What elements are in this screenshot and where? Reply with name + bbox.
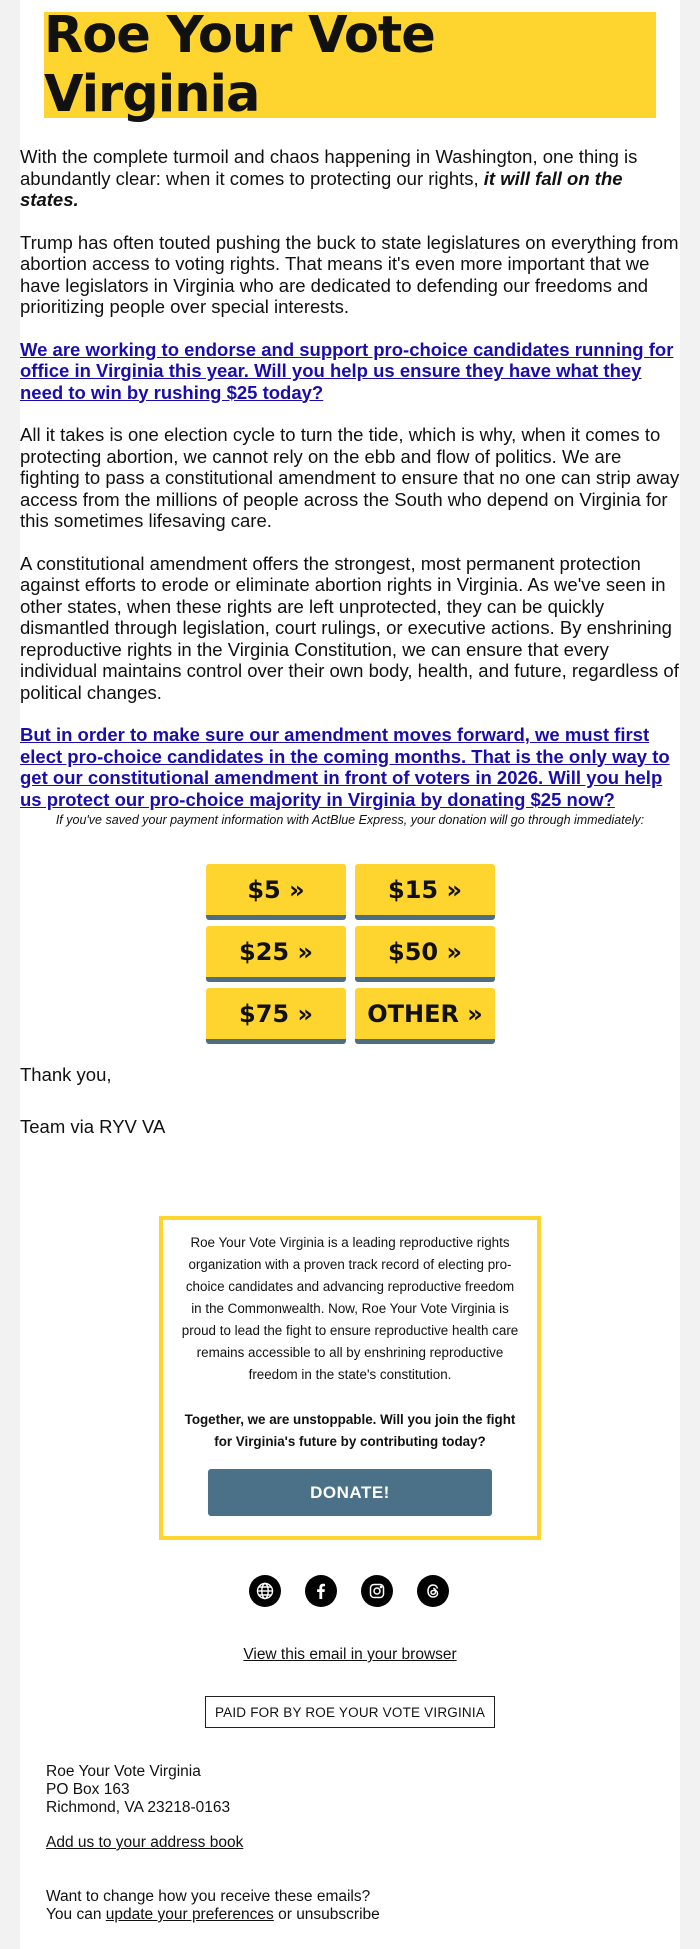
donate-link-1[interactable]: We are working to endorse and support pro-choice candidates running for office in Virginia this year. Will you help us ensure they have what they need to win by rushing $25 today? [20, 338, 674, 403]
footer-po-box: PO Box 163 [46, 1781, 130, 1798]
actblue-express-note: If you've saved your payment information with ActBlue Express, your donation will go through immediately: [55, 813, 645, 827]
intro-emphasis: it will fall on the states. [20, 167, 623, 210]
email-body [20, 146, 680, 831]
globe-icon[interactable] [249, 1575, 281, 1607]
signoff [20, 1064, 165, 1168]
address-book-link[interactable]: Add us to your address book [46, 1834, 244, 1851]
election-paragraph: All it takes is one election cycle to turn the tide, which is why, when it comes to protecting abortion, we cannot rely on the ebb and flow of politics. We are fighting to pass a constitutional amendment to ensure that no one can strip away access from the millions of people across the South who depend on Virginia for this sometimes lifesaving care. [20, 424, 680, 531]
banner-title: Roe Your Vote Virginia [44, 6, 435, 124]
view-in-browser [20, 1646, 680, 1664]
address-book-row [46, 1834, 380, 1852]
footer [46, 1763, 380, 1924]
preferences-row [46, 1906, 380, 1924]
donation-amount-grid [206, 864, 495, 1044]
donate-link-2[interactable]: But in order to make sure our amendment moves forward, we must first elect pro-choice candidates in the coming months. That is the only way to get our constitutional amendment in front of voters in 2026. Will you help us protect our pro-choice majority in Virginia by donating $25 now? [20, 724, 670, 810]
about-ask: Together, we are unstoppable. Will you join the fight for Virginia's future by contributing today? [184, 1412, 516, 1449]
social-links [249, 1575, 449, 1607]
about-box [159, 1216, 541, 1540]
intro-paragraph [20, 146, 680, 211]
change-prompt: Want to change how you receive these emails? [46, 1888, 371, 1905]
threads-icon[interactable] [417, 1575, 449, 1607]
email-page [20, 0, 680, 1949]
intro-text: With the complete turmoil and chaos happening in Washington, one thing is abundantly clear: when it comes to protecting our rights, [20, 146, 638, 189]
cta-paragraph-2 [20, 724, 680, 810]
amount-button-other[interactable]: OTHER » [355, 988, 495, 1044]
paid-for-disclaimer: PAID FOR BY ROE YOUR VOTE VIRGINIA [205, 1696, 495, 1728]
you-can-text: You can [46, 1906, 106, 1923]
amendment-paragraph: A constitutional amendment offers the strongest, most permanent protection against efforts to erode or eliminate abortion rights in Virginia. As we've seen in other states, when these rights are left unprotected, they can be quickly dismantled through legislation, court rulings, or executive actions. By enshrining reproductive rights in the Virginia Constitution, we can ensure that every individual maintains control over their own body, health, and future, regardless of political changes. [20, 552, 679, 703]
about-description: Roe Your Vote Virginia is a leading reproductive rights organization with a proven track record of electing pro-choice candidates and advancing reproductive freedom in the Commonwealth. Now, Roe Your Vote Virginia is proud to lead the fight to ensure reproductive health care remains accessible to all by enshrining reproductive freedom in the state's constitution. [181, 1235, 519, 1382]
cta-paragraph-1 [20, 339, 680, 404]
amount-button-15[interactable]: $15 » [355, 864, 495, 920]
instagram-icon[interactable] [361, 1575, 393, 1607]
facebook-icon[interactable] [305, 1575, 337, 1607]
donate-button[interactable]: DONATE! [208, 1469, 492, 1516]
amount-button-5[interactable]: $5 » [206, 864, 346, 920]
update-preferences-link[interactable]: update your preferences [105, 1906, 274, 1923]
footer-city: Richmond, VA 23218-0163 [46, 1799, 231, 1816]
amount-button-75[interactable]: $75 » [206, 988, 346, 1044]
amount-button-50[interactable]: $50 » [355, 926, 495, 982]
header-banner [44, 6, 656, 124]
footer-org-name: Roe Your Vote Virginia [46, 1763, 201, 1780]
view-in-browser-link[interactable]: View this email in your browser [243, 1646, 457, 1663]
amount-button-25[interactable]: $25 » [206, 926, 346, 982]
thank-you-text: Thank you, [20, 1064, 112, 1085]
team-signature: Team via RYV VA [20, 1116, 166, 1137]
unsubscribe-text: or unsubscribe [273, 1906, 380, 1923]
trump-paragraph: Trump has often touted pushing the buck to state legislatures on everything from abortion access to voting rights. That means it's even more important that we have legislators in Virginia who are dedicated to defending our freedoms and prioritizing people over special interests. [20, 231, 679, 317]
